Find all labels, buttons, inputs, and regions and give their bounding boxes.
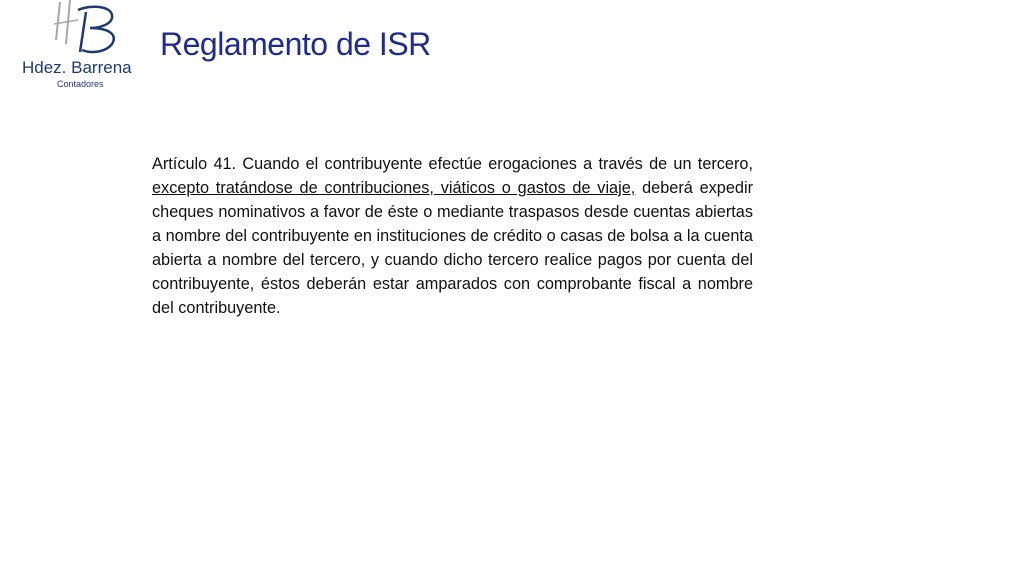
hb-monogram-icon — [52, 0, 142, 62]
logo-name: Hdez. Barrena — [22, 58, 132, 77]
logo-subtitle: Contadores — [57, 79, 104, 89]
company-logo — [18, 0, 143, 92]
article-text — [152, 152, 753, 320]
article-underlined-clause: excepto tratándose de contribuciones, viáticos o gastos de viaje, — [152, 179, 636, 197]
slide-title: Reglamento de ISR — [160, 26, 431, 62]
article-text-part2: deberá expedir cheques nominativos a favor de éste o mediante traspasos desde cuentas abiertas a nombre del contribuyente en instituciones de crédito o casas de bolsa a la cuenta abierta a nombre del tercero, y cuando dicho tercero realice pagos por cuenta del contribuyente, éstos deberán estar amparados con comprobante fiscal a nombre del contribuyente. — [152, 179, 753, 317]
article-text-part1: Artículo 41. Cuando el contribuyente efectúe erogaciones a través de un tercero, — [152, 155, 753, 173]
